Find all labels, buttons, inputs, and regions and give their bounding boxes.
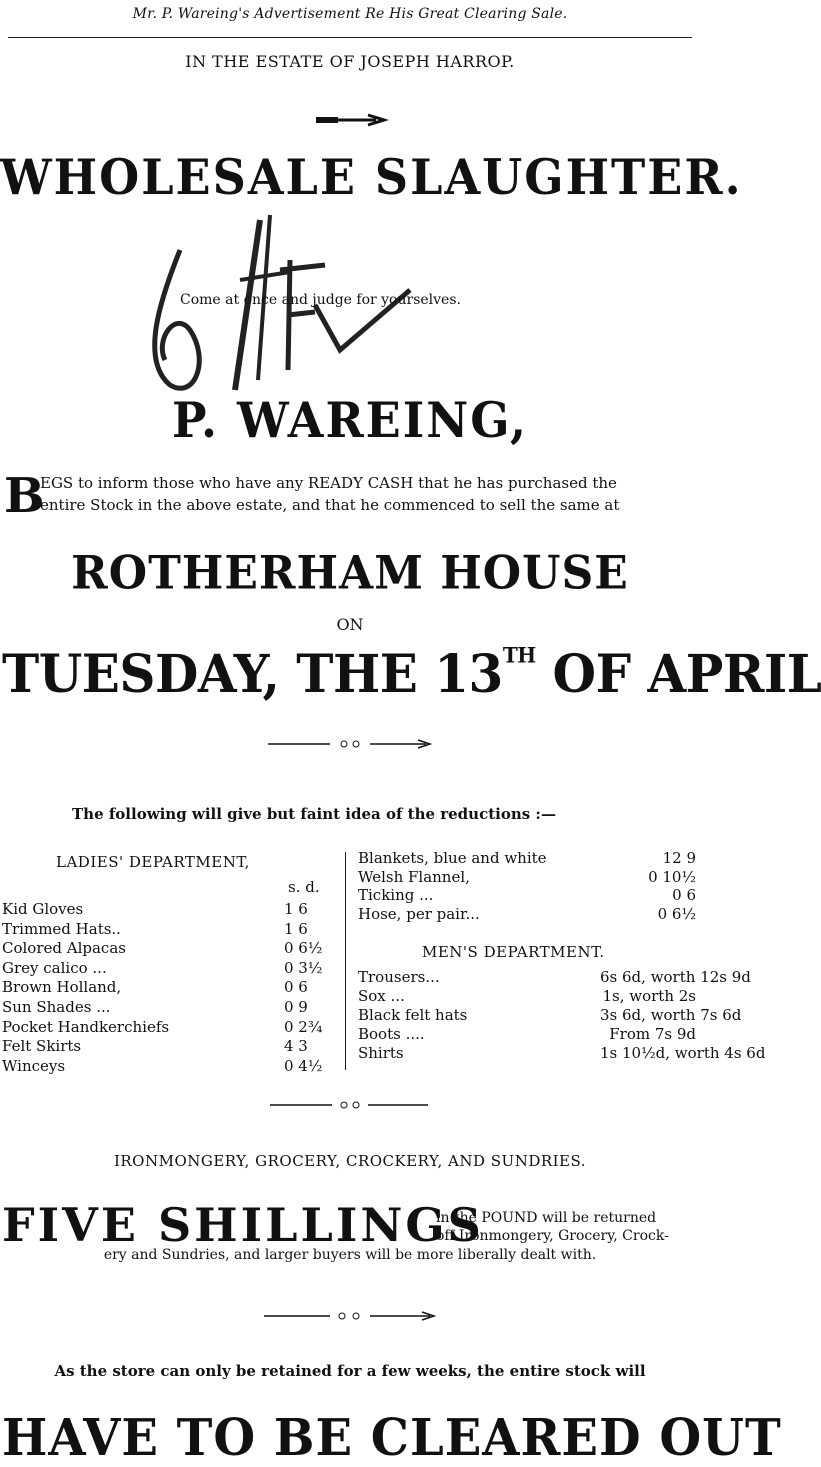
sale-date-prefix: TUESDAY, THE 13 — [2, 642, 503, 705]
divider-ornament — [266, 738, 434, 750]
mens-item-label: Shirts — [358, 1044, 404, 1062]
ladies-item-price: 0 2¾ — [284, 1017, 323, 1036]
mens-item-price: 1s, worth 2s — [602, 987, 696, 1005]
mens-item-price: 1s 10½d, worth 4s 6d — [600, 1044, 766, 1062]
five-shillings-line-1: in the POUND will be returned — [436, 1210, 657, 1226]
closing-headline: HAVE TO BE CLEARED OUT — [2, 1408, 782, 1467]
estate-line: IN THE ESTATE OF JOSEPH HARROP. — [185, 52, 515, 71]
mens-item-price: From 7s 9d — [609, 1025, 696, 1043]
drop-cap: B — [4, 468, 45, 524]
sale-date-suffix: OF APRIL — [552, 642, 821, 705]
intro-line-2: entire Stock in the above estate, and that he commenced to sell the same at — [40, 496, 620, 514]
mens-item-label: Black felt hats — [358, 1006, 468, 1024]
mens-item-label: Boots .... — [358, 1025, 425, 1043]
ladies-item-label: Pocket Handkerchiefs — [2, 1017, 170, 1036]
pointing-hand-ornament — [314, 114, 390, 126]
household-item-price: 0 6½ — [657, 904, 696, 923]
ladies-item-label: Felt Skirts — [2, 1037, 82, 1056]
mens-item-price: 3s 6d, worth 7s 6d — [600, 1006, 742, 1024]
venue-name: ROTHERHAM HOUSE — [71, 546, 629, 601]
household-item-label: Ticking ... — [358, 886, 434, 904]
ladies-item-label: Grey calico ... — [2, 958, 107, 977]
household-item-price: 0 6 — [672, 886, 696, 904]
ladies-item-label: Colored Alpacas — [2, 939, 126, 958]
mens-department-heading: MEN'S DEPARTMENT. — [422, 943, 605, 961]
mens-item-price: 6s 6d, worth 12s 9d — [600, 968, 751, 986]
ladies-department-heading: LADIES' DEPARTMENT, — [56, 853, 250, 871]
ladies-item-price: 1 6 — [284, 900, 308, 918]
household-item-label: Hose, per pair... — [358, 904, 480, 923]
store-notice: As the store can only be retained for a few weeks, the entire stock will — [54, 1362, 646, 1380]
header-rule — [8, 37, 692, 38]
ladies-item-price: 4 3 — [284, 1037, 308, 1056]
page-header: Mr. P. Wareing's Advertisement Re His Great Clearing Sale. — [132, 6, 568, 22]
five-shillings-line-2: off Ironmongery, Grocery, Crock- — [436, 1228, 669, 1244]
mens-item-label: Sox ... — [358, 987, 405, 1005]
ladies-item-price: 0 6 — [284, 978, 308, 997]
divider-ornament — [268, 1099, 432, 1111]
ladies-item-label: Sun Shades ... — [2, 998, 111, 1016]
ladies-item-label: Kid Gloves — [2, 900, 84, 918]
ladies-item-price: 0 9 — [284, 998, 308, 1016]
intro-line-1: EGS to inform those who have any READY CASH that he has purchased the — [40, 474, 617, 492]
mens-item-label: Trousers... — [358, 968, 440, 986]
headline: WHOLESALE SLAUGHTER. — [0, 148, 743, 206]
column-divider — [345, 852, 346, 1070]
household-item-price: 12 9 — [662, 849, 696, 867]
come-and-judge-line: Come at once and judge for yourselves. — [180, 292, 461, 308]
five-shillings-line-3: ery and Sundries, and larger buyers will be more liberally dealt with. — [103, 1247, 597, 1263]
ladies-item-label: Brown Holland, — [2, 978, 122, 997]
sale-date-ordinal: TH — [502, 642, 536, 668]
ladies-item-label: Winceys — [2, 1056, 66, 1075]
divider-ornament — [262, 1310, 438, 1322]
reductions-intro: The following will give but faint idea of the reductions :— — [72, 805, 556, 823]
household-item-price: 0 10½ — [648, 867, 696, 886]
ladies-item-price: 1 6 — [284, 919, 308, 938]
household-item-label: Blankets, blue and white — [358, 849, 547, 867]
ladies-item-label: Trimmed Hats.. — [2, 919, 121, 938]
ladies-item-price: 0 3½ — [284, 958, 323, 977]
shillings-pence-header: s. d. — [288, 878, 320, 896]
five-shillings-headline: FIVE SHILLINGS — [2, 1198, 484, 1252]
ladies-item-price: 0 4½ — [284, 1056, 323, 1075]
on-word: ON — [336, 615, 364, 634]
household-item-label: Welsh Flannel, — [358, 867, 470, 886]
sundries-heading: IRONMONGERY, GROCERY, CROCKERY, AND SUNDRIES. — [113, 1152, 587, 1170]
ladies-item-price: 0 6½ — [284, 939, 323, 958]
sale-date — [2, 643, 821, 705]
merchant-name: P. WAREING, — [172, 391, 528, 449]
